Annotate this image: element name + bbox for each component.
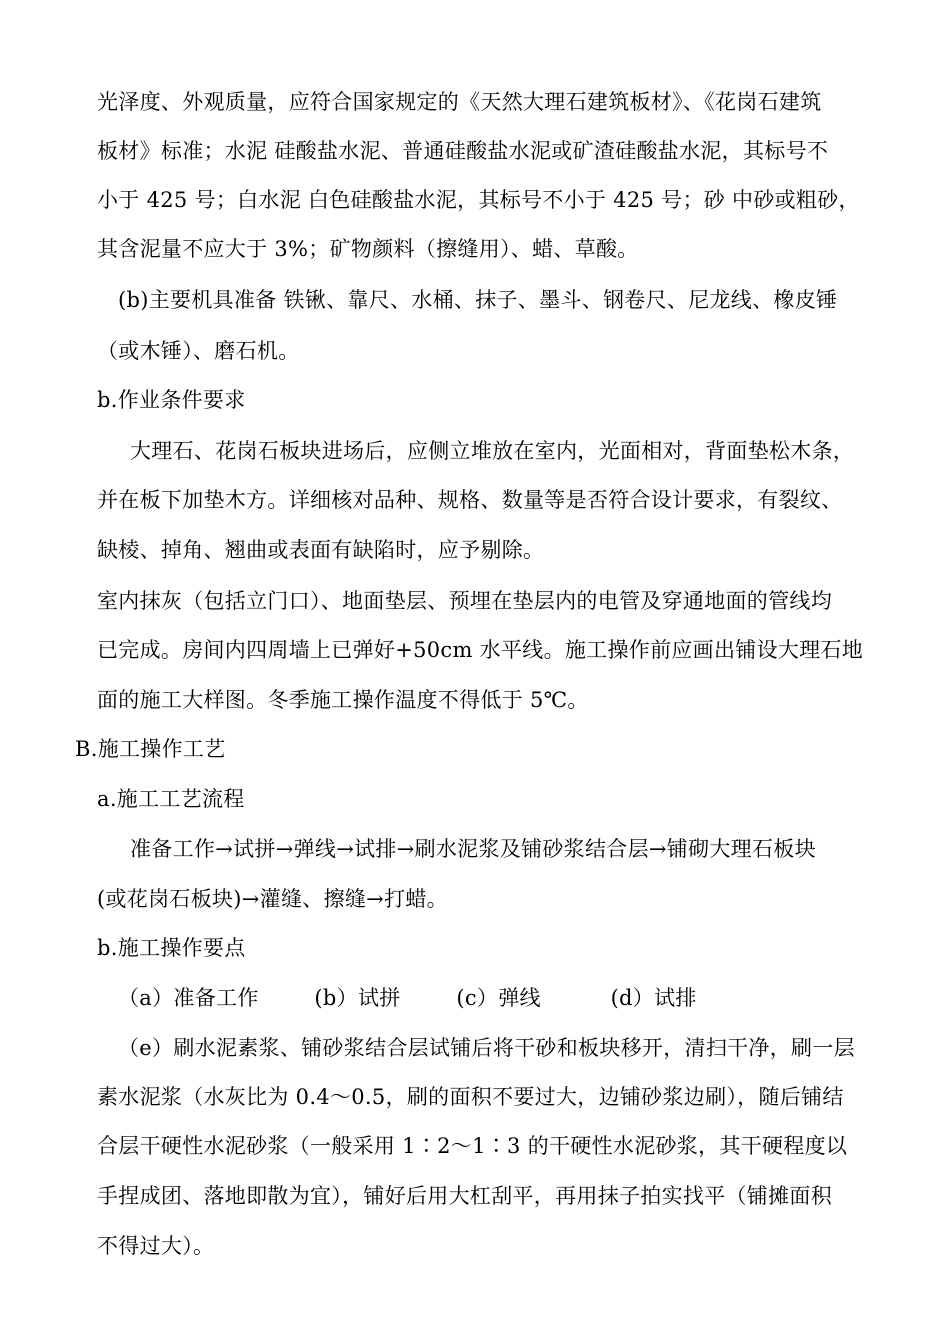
text-line: 光泽度、外观质量，应符合国家规定的《天然大理石建筑板材》、《花岗石建筑 bbox=[97, 90, 822, 114]
text-line: 不得过大）。 bbox=[97, 1234, 215, 1258]
text-line: 缺棱、掉角、翘曲或表面有缺陷时，应予剔除。 bbox=[97, 538, 545, 562]
text-line: (或花岗石板块)→灌缝、擦缝→打蜡。 bbox=[97, 887, 448, 911]
text-line: 并在板下加垫木方。详细核对品种、规格、数量等是否符合设计要求，有裂纹、 bbox=[97, 488, 843, 512]
section-heading: a.施工工艺流程 bbox=[97, 787, 245, 811]
text-line: 板材》标准；水泥 硅酸盐水泥、普通硅酸盐水泥或矿渣硅酸盐水泥，其标号不 bbox=[97, 139, 829, 163]
text-line: 素水泥浆（水灰比为 0.4～0.5，刷的面积不要过大，边铺砂浆边刷），随后铺结 bbox=[97, 1085, 844, 1109]
section-heading: B.施工操作工艺 bbox=[75, 737, 226, 761]
text-line: 面的施工大样图。冬季施工操作温度不得低于 5℃。 bbox=[97, 688, 589, 712]
text-line: 准备工作→试拼→弹线→试排→刷水泥浆及铺砂浆结合层→铺砌大理石板块 bbox=[130, 837, 816, 861]
text-line: (b)主要机具准备 铁锹、靠尺、水桶、抹子、墨斗、钢卷尺、尼龙线、橡皮锤 bbox=[118, 288, 838, 312]
text-line: 合层干硬性水泥砂浆（一般采用 1∶2～1∶3 的干硬性水泥砂浆，其干硬程度以 bbox=[97, 1134, 848, 1158]
text-line: （或木锤）、磨石机。 bbox=[97, 339, 300, 363]
text-line: 室内抹灰（包括立门口）、地面垫层、预埋在垫层内的电管及穿通地面的管线均 bbox=[97, 589, 832, 613]
text-line: （e）刷水泥素浆、铺砂浆结合层试铺后将干砂和板块移开，清扫干净，刷一层 bbox=[118, 1036, 855, 1060]
section-heading: b.作业条件要求 bbox=[97, 388, 246, 412]
section-heading: b.施工操作要点 bbox=[97, 936, 246, 960]
text-line: 大理石、花岗石板块进场后，应侧立堆放在室内，光面相对，背面垫松木条， bbox=[130, 439, 855, 463]
text-line: 手捏成团、落地即散为宜），铺好后用大杠刮平，再用抹子拍实找平（铺摊面积 bbox=[97, 1184, 832, 1208]
text-line: 已完成。房间内四周墙上已弹好+50cm 水平线。施工操作前应画出铺设大理石地 bbox=[97, 638, 864, 662]
text-line: （a）准备工作 (b）试拼 (c）弹线 (d）试排 bbox=[118, 986, 697, 1010]
text-line: 小于 425 号；白水泥 白色硅酸盐水泥，其标号不小于 425 号；砂 中砂或粗砂， bbox=[97, 188, 860, 212]
text-line: 其含泥量不应大于 3%；矿物颜料（擦缝用）、蜡、草酸。 bbox=[97, 237, 639, 261]
